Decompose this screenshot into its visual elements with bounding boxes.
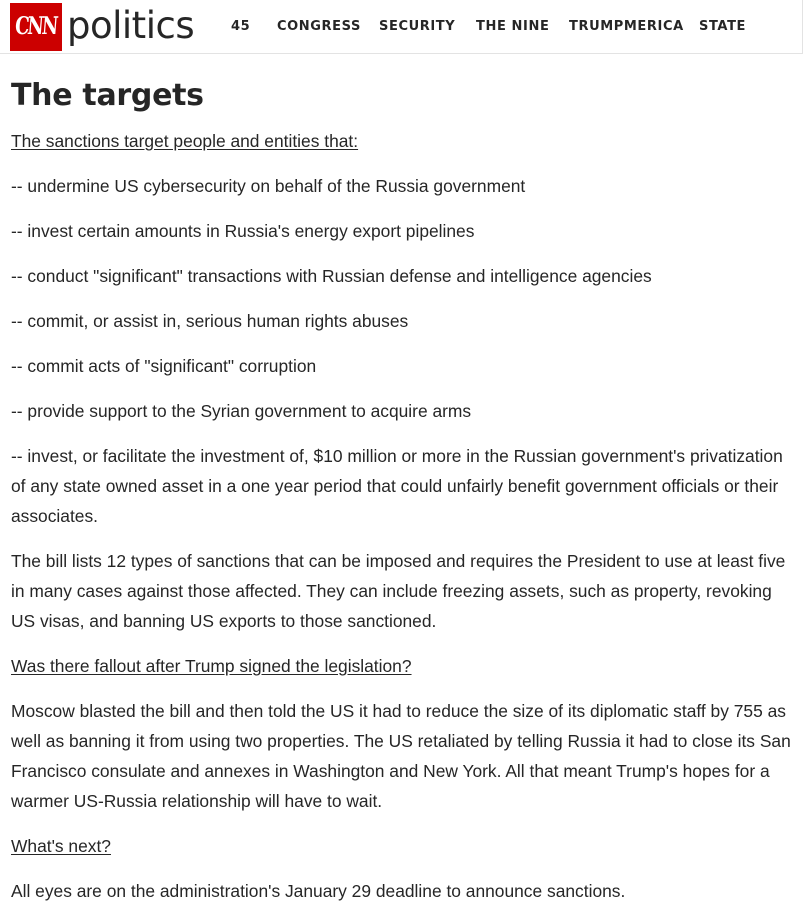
next-paragraph: All eyes are on the administration's January 29 deadline to announce sanctions. [11,881,626,901]
nav-item-state[interactable]: STATE [699,19,747,34]
article-body [11,76,793,901]
nav-item-security[interactable]: SECURITY [379,19,456,34]
target-item: -- invest certain amounts in Russia's energy export pipelines [11,221,475,241]
target-item: -- conduct "significant" transactions with Russian defense and intelligence agencies [11,266,652,286]
target-item: -- commit, or assist in, serious human rights abuses [11,311,409,331]
fallout-link[interactable]: Was there fallout after Trump signed the legislation? [11,656,412,676]
nav-item-45[interactable]: 45 [231,19,251,34]
section-name[interactable]: politics [67,4,195,47]
cnn-logo-text: CNN [14,12,58,41]
nav-item-the-nine[interactable]: THE NINE [476,19,550,34]
site-header [0,0,803,54]
cnn-logo[interactable] [10,3,62,51]
target-item: -- provide support to the Syrian government to acquire arms [11,401,472,421]
nav-item-congress[interactable]: CONGRESS [277,19,361,34]
target-item: -- commit acts of "significant" corruption [11,356,317,376]
target-item: -- undermine US cybersecurity on behalf of the Russia government [11,176,526,196]
bill-paragraph: The bill lists 12 types of sanctions that can be imposed and requires the President to use at least five in many cases against those affected. They can include freezing assets, such as property, revoking US visas, and banning US exports to those sanctioned. [11,551,786,631]
section-heading: The targets [11,78,204,113]
nav-item-trumpmerica[interactable]: TRUMPMERICA [569,19,684,34]
whats-next-link[interactable]: What's next? [11,836,111,856]
target-item: -- invest, or facilitate the investment of, $10 million or more in the Russian government's privatization of any state owned asset in a one year period that could unfairly benefit government officials or their associates. [11,446,783,526]
fallout-paragraph: Moscow blasted the bill and then told the US it had to reduce the size of its diplomatic staff by 755 as well as banning it from using two properties. The US retaliated by telling Russia it had to close its San Francisco consulate and annexes in Washington and New York. All that meant Trump's hopes for a warmer US-Russia relationship will have to wait. [11,701,791,811]
intro-link[interactable]: The sanctions target people and entities that: [11,131,359,151]
